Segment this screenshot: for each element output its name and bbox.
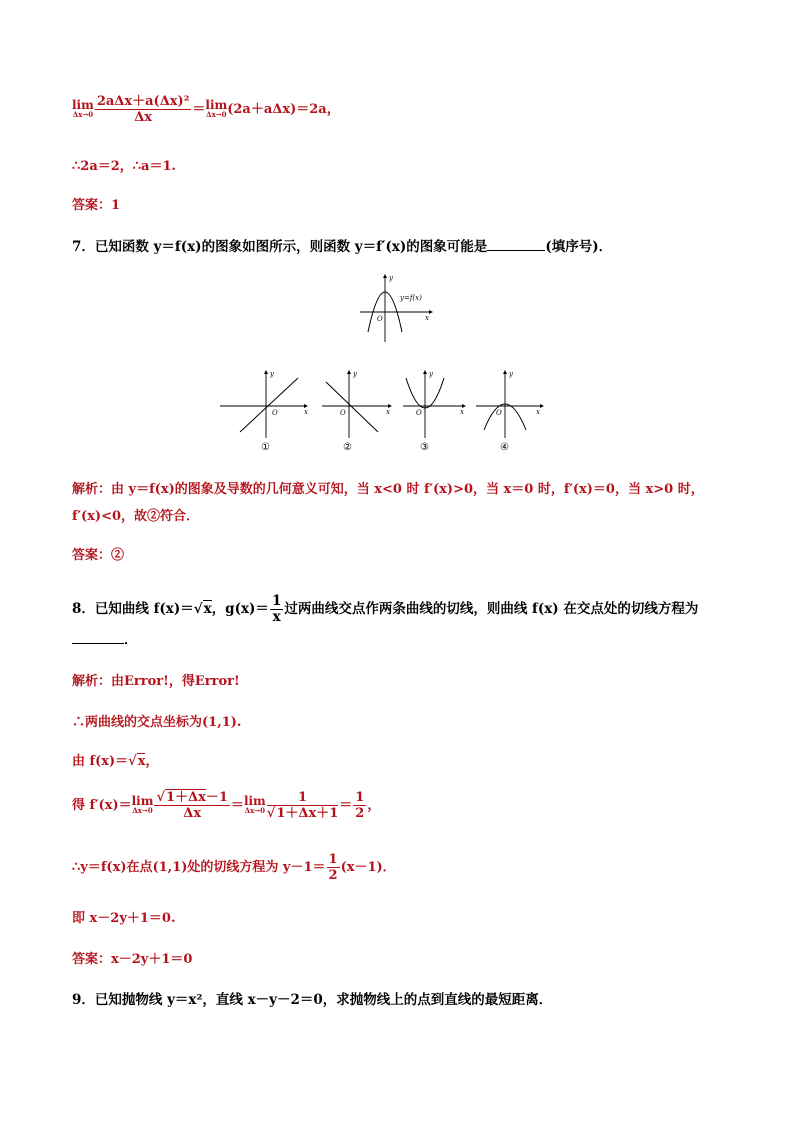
q8-solution-line-4: 得 f′(x)＝ lim Δx→0 $\frac{√1+\Delta x-1}{\Delta x}$ ＝ lim Δx→0 $\frac{1}{√1+\Delta x+1}$ ＝ $\frac{1}{2}$ ， — [72, 790, 381, 821]
option-label: ② — [343, 442, 352, 453]
q8-answer: 答案：x－2y＋1＝0 — [72, 952, 193, 967]
q7-answer: 答案：② — [72, 548, 125, 563]
fraction: $\frac{1}{x}$ — [271, 593, 282, 625]
origin-label: O — [377, 315, 383, 323]
x-label: x — [425, 314, 429, 322]
answer-blank — [72, 633, 124, 644]
limit-expression: lim Δx→0 $\frac{\text{2aΔx＋a(Δx)²}}{\Delta x}$ ＝ lim Δx→0 (2a＋aΔx)＝2a， — [72, 94, 340, 125]
fraction: $\frac{1}{√1+\Delta x+1}$ — [266, 790, 339, 821]
limit-operator: lim Δx→0 — [131, 793, 154, 815]
function-label: y=f(x) — [400, 294, 422, 302]
svg-text:y: y — [509, 370, 513, 378]
q7-solution-line-1: 解析：由 y＝f(x)的图象及导数的几何意义可知，当 x<0 时 f′(x)>0，当 x＝0 时，f′(x)＝0，当 x>0 时， — [72, 482, 704, 497]
q8-solution-line-5: ∴y＝f(x)在点(1,1)处的切线方程为 y－1＝ $\frac{1}{2}$ (x－1)． — [72, 852, 396, 883]
limit-operator: lim Δx→0 — [205, 97, 228, 119]
option-label: ③ — [420, 442, 429, 453]
q8-solution-line-2: ∴两曲线的交点坐标为(1,1). — [72, 715, 242, 730]
svg-text:O: O — [496, 409, 502, 417]
svg-text:O: O — [272, 409, 278, 417]
option-label: ④ — [500, 442, 509, 453]
option-1-graph[interactable] — [220, 370, 308, 453]
option-2-graph[interactable] — [322, 370, 392, 453]
svg-text:x: x — [536, 408, 540, 416]
answer-line: 答案：1 — [72, 198, 121, 213]
svg-text:O: O — [416, 409, 422, 417]
limit-operator: lim Δx→0 — [72, 97, 94, 119]
fraction: $\frac{1}{2}$ — [355, 790, 365, 821]
graph-f — [355, 272, 435, 347]
solution-line: ∴2a＝2，∴a＝1. — [72, 159, 177, 174]
line-negative-slope — [326, 382, 378, 432]
question-8: 8．已知曲线 f(x)＝√x，g(x)＝ $\frac{1}{x}$ 过两曲线交点作两条曲线的切线，则曲线 f(x) 在交点处的切线方程为 — [72, 593, 699, 625]
option-3-graph[interactable] — [403, 370, 466, 453]
question-8-blank-line: ． — [72, 628, 138, 648]
svg-text:y: y — [429, 370, 433, 378]
svg-text:y: y — [270, 370, 274, 378]
q8-solution-line-6: 即 x－2y＋1＝0. — [72, 911, 176, 926]
option-label: ① — [261, 442, 270, 453]
limit-operator: lim Δx→0 — [243, 793, 266, 815]
q8-solution-line-3: 由 f(x)＝√x， — [72, 754, 159, 769]
svg-text:x: x — [304, 408, 308, 416]
line-positive-slope — [240, 378, 298, 432]
answer-blank — [487, 240, 545, 251]
svg-text:y: y — [353, 370, 357, 378]
option-graphs — [218, 368, 548, 458]
fraction: $\frac{√1+\Delta x-1}{\Delta x}$ — [156, 790, 228, 821]
option-4-graph[interactable] — [476, 370, 544, 453]
q8-solution-line-1: 解析：由Error!，得Error! — [72, 674, 240, 689]
fraction: $\frac{1}{2}$ — [328, 852, 338, 883]
question-7: 7．已知函数 y＝f(x)的图象如图所示，则函数 y＝f′(x)的图象可能是 (填序号)． — [72, 239, 613, 255]
svg-text:x: x — [460, 408, 464, 416]
svg-text:O: O — [340, 409, 346, 417]
q7-solution-line-2: f′(x)<0，故②符合． — [72, 509, 200, 524]
fraction: $\frac{\text{2aΔx＋a(Δx)²}}{\Delta x}$ — [96, 94, 190, 125]
svg-text:x: x — [386, 408, 390, 416]
question-9: 9．已知抛物线 y＝x²，直线 x－y－2＝0，求抛物线上的点到直线的最短距离． — [72, 992, 553, 1008]
y-label: y — [389, 274, 393, 282]
